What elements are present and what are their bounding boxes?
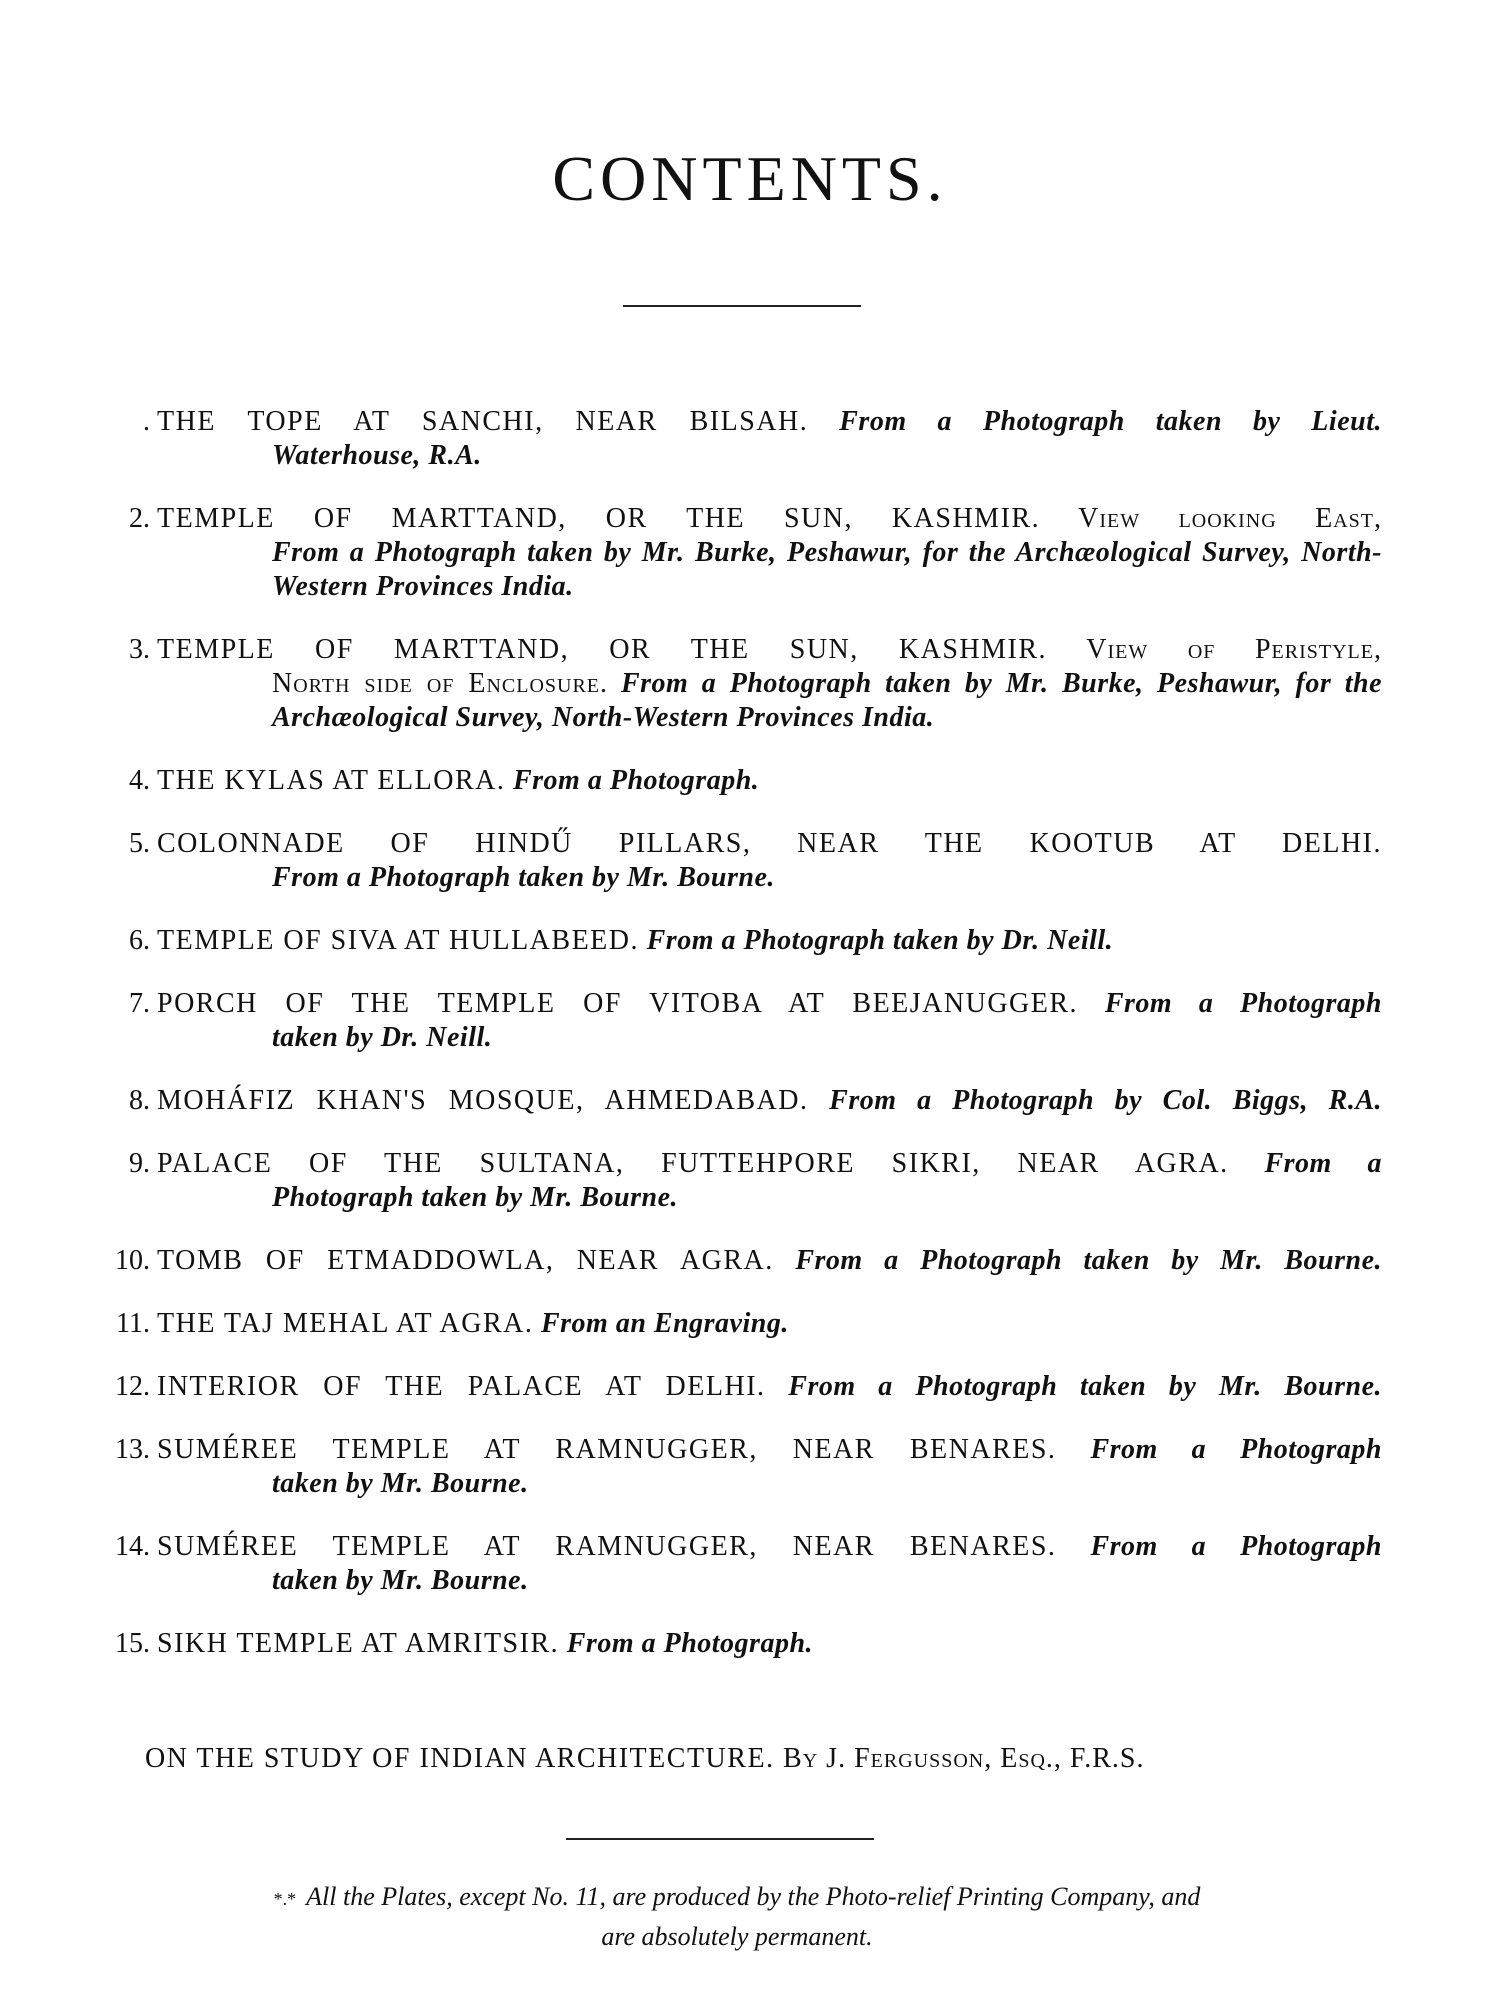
footnote-mark: *.* [273,1889,297,1909]
entry-credit-continued: From a Photograph taken by Mr. Burke, Peshawur, for the Archæological Survey, North-Western Provinces India. [272,668,1382,733]
entry-title: SIKH TEMPLE AT AMRITSIR. [157,1628,560,1659]
entry-number: 8. [129,1085,150,1116]
essay-title: ON THE STUDY OF INDIAN ARCHITECTURE. [145,1743,775,1774]
entry-credit-continued: Photograph taken by Mr. Bourne. [272,1182,679,1213]
entry-title: TEMPLE OF MARTTAND, OR THE SUN, KASHMIR. [157,503,1041,534]
entry-title: TEMPLE OF MARTTAND, OR THE SUN, KASHMIR. [157,634,1048,665]
entry-credit: From a Photograph. [566,1628,814,1659]
contents-entry [92,987,1382,1055]
entry-credit: From a Photograph taken by Lieut. [839,406,1382,437]
entry-number: 15. [115,1628,150,1659]
entry-credit-continued: Waterhouse, R.A. [272,440,482,471]
footnote [92,1878,1382,1956]
entry-credit: From a [1264,1148,1382,1179]
entry-title: THE TOPE AT SANCHI, NEAR BILSAH. [157,406,809,437]
contents-entry [92,1370,1382,1404]
entry-title: TOMB OF ETMADDOWLA, NEAR AGRA. [157,1245,774,1276]
entry-number: 10. [115,1245,150,1276]
contents-entry [92,1433,1382,1501]
entry-credit-continued: From a Photograph taken by Mr. Burke, Peshawur, for the Archæological Survey, North-Western Provinces India. [272,537,1382,602]
title-divider [623,305,861,307]
entry-view-continued: North side of Enclosure. [272,668,609,699]
entry-credit-continued: taken by Mr. Bourne. [272,1468,529,1499]
contents-entry [92,1530,1382,1598]
entry-number: 11. [116,1308,150,1339]
entry-credit-continued: taken by Dr. Neill. [272,1022,493,1053]
essay-line [145,1743,1365,1775]
contents-entry [92,633,1382,735]
entry-credit: From a Photograph taken by Mr. Bourne. [788,1371,1382,1402]
entry-number: . [143,406,150,437]
entry-view: View looking East, [1078,503,1382,534]
footnote-line-2: are absolutely permanent. [601,1922,873,1951]
entry-number: 12. [115,1371,150,1402]
contents-entry [92,405,1382,473]
contents-entry [92,1084,1382,1118]
contents-entry [92,764,1382,798]
contents-entry [92,1307,1382,1341]
entry-title: COLONNADE OF HINDŰ PILLARS, NEAR THE KOOTUB AT DELHI. [157,828,1382,859]
entry-credit: From a Photograph [1090,1434,1382,1465]
entry-title: SUMÉREE TEMPLE AT RAMNUGGER, NEAR BENARES. [157,1531,1057,1562]
entry-title: INTERIOR OF THE PALACE AT DELHI. [157,1371,766,1402]
contents-entry [92,827,1382,895]
entry-number: 9. [129,1148,150,1179]
contents-entry [92,1244,1382,1278]
entry-view: View of Peristyle, [1086,634,1382,665]
entry-number: 5. [129,828,150,859]
entry-credit: From a Photograph [1090,1531,1382,1562]
entry-credit: From a Photograph. [512,765,760,796]
entry-number: 3. [129,634,150,665]
footnote-divider [566,1838,874,1840]
contents-entry [92,1627,1382,1661]
entry-credit-continued: taken by Mr. Bourne. [272,1565,529,1596]
entry-number: 4. [129,765,150,796]
entry-title: SUMÉREE TEMPLE AT RAMNUGGER, NEAR BENARES. [157,1434,1057,1465]
entry-number: 2. [129,503,150,534]
entry-credit: From a Photograph taken by Dr. Neill. [646,925,1114,956]
contents-entry [92,502,1382,604]
entry-number: 7. [129,988,150,1019]
contents-entry [92,1147,1382,1215]
entry-number: 13. [115,1434,150,1465]
entry-number: 14. [115,1531,150,1562]
contents-list [92,405,1382,1690]
entry-credit: From a Photograph by Col. Biggs, R.A. [829,1085,1382,1116]
entry-title: MOHÁFIZ KHAN'S MOSQUE, AHMEDABAD. [157,1085,809,1116]
entry-title: PORCH OF THE TEMPLE OF VITOBA AT BEEJANUGGER. [157,988,1079,1019]
essay-author: By J. Fergusson, Esq., F.R.S. [783,1743,1145,1774]
entry-credit-continued: From a Photograph taken by Mr. Bourne. [272,862,775,893]
entry-number: 6. [129,925,150,956]
footnote-line-1: All the Plates, except No. 11, are produced by the Photo-relief Printing Company, and [306,1882,1201,1911]
entry-title: THE TAJ MEHAL AT AGRA. [157,1308,534,1339]
page-title: CONTENTS. [552,143,948,214]
entry-title: TEMPLE OF SIVA AT HULLABEED. [157,925,640,956]
entry-credit: From a Photograph [1104,988,1382,1019]
entry-title: THE KYLAS AT ELLORA. [157,765,506,796]
entry-credit: From an Engraving. [540,1308,789,1339]
entry-credit: From a Photograph taken by Mr. Bourne. [795,1245,1383,1276]
contents-entry [92,924,1382,958]
entry-title: PALACE OF THE SULTANA, FUTTEHPORE SIKRI, NEAR AGRA. [157,1148,1229,1179]
